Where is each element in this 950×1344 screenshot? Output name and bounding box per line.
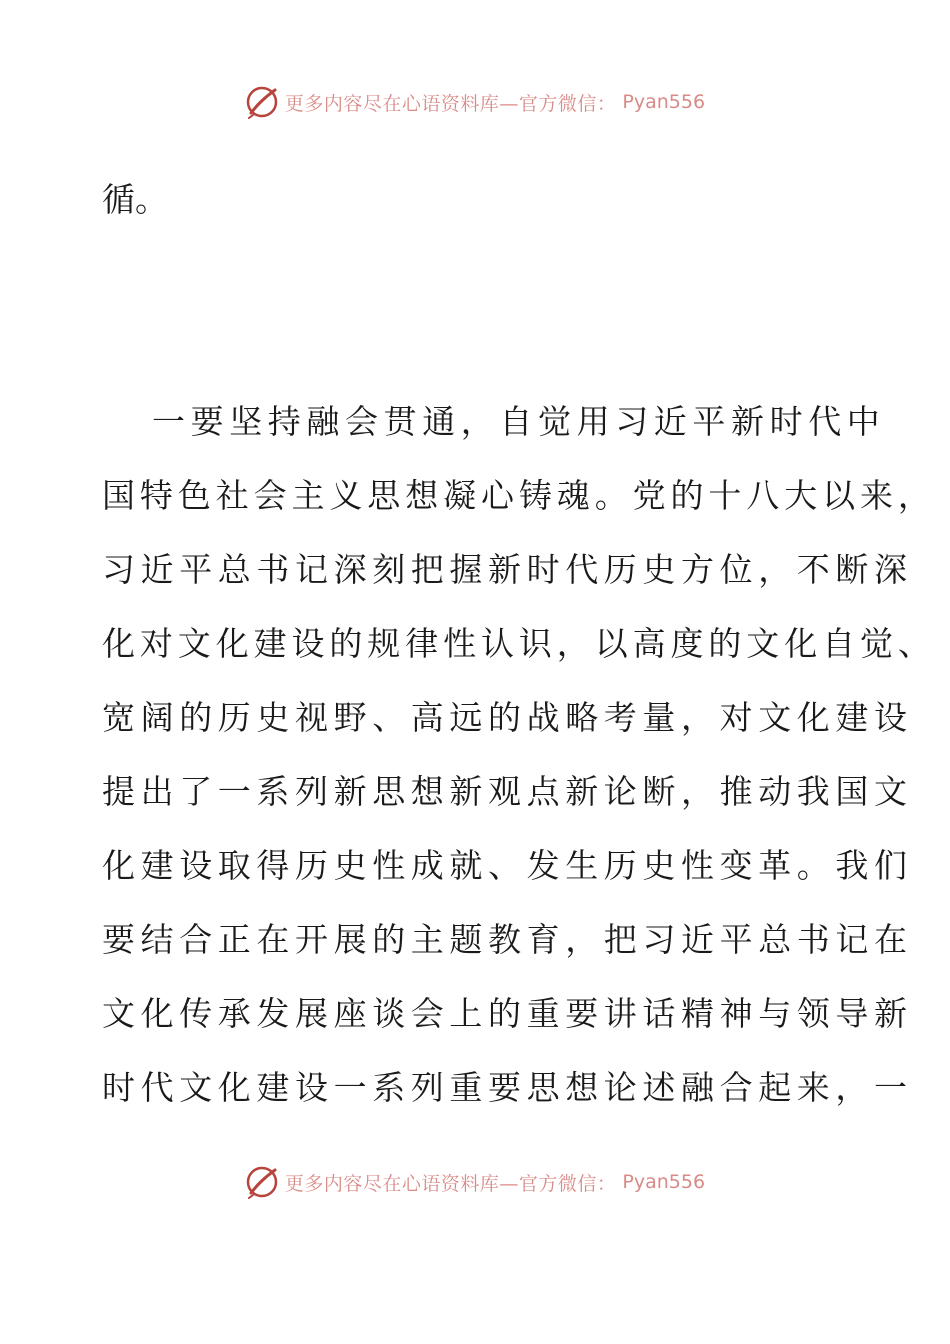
body-line-1: 一要坚持融会贯通，自觉用习近平新时代中 [152, 402, 886, 441]
body-line-3: 习近平总书记深刻把握新时代历史方位，不断深 [102, 550, 913, 589]
quill-pen-logo-icon [245, 1165, 279, 1199]
quill-pen-logo-icon [245, 85, 279, 119]
body-line-5: 宽阔的历史视野、高远的战略考量，对文化建设 [102, 698, 913, 737]
footer-wechat-id: Pyan556 [622, 1171, 706, 1193]
footer-banner [0, 1162, 950, 1202]
body-line-8: 要结合正在开展的主题教育，把习近平总书记在 [102, 920, 913, 959]
body-line-9: 文化传承发展座谈会上的重要讲话精神与领导新 [102, 994, 913, 1033]
body-line-4: 化对文化建设的规律性认识，以高度的文化自觉、 [102, 624, 936, 663]
body-line-7: 化建设取得历史性成就、发生历史性变革。我们 [102, 846, 913, 885]
footer-text: 更多内容尽在心语资料库—官方微信： [284, 1172, 617, 1195]
header-wechat-id: Pyan556 [622, 91, 706, 113]
body-line-0: 循。 [102, 180, 168, 219]
body-line-10: 时代文化建设一系列重要思想论述融合起来，一 [102, 1068, 913, 1107]
header-banner [0, 82, 950, 122]
header-text: 更多内容尽在心语资料库—官方微信： [284, 92, 617, 115]
body-line-6: 提出了一系列新思想新观点新论断，推动我国文 [102, 772, 913, 811]
body-line-2: 国特色社会主义思想凝心铸魂。党的十八大以来， [102, 476, 936, 515]
